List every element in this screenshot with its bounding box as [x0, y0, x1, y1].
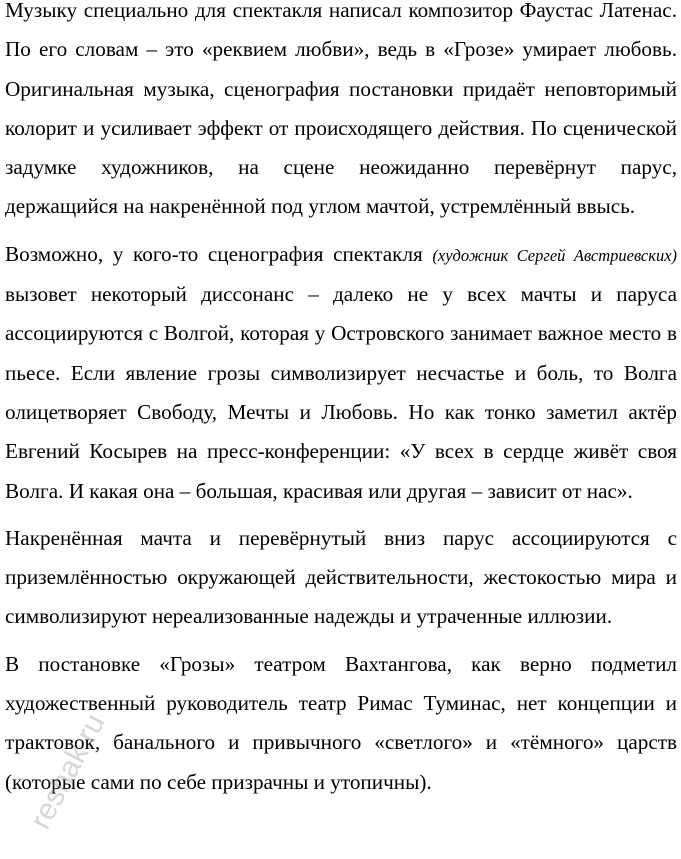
paragraph-music: Музыку специально для спектакля написал композитор Фаустас Латенас. По его словам – это «реквием любви», ведь в «Грозе» умирает любовь. Оригинальная музыка, сценография постановки придаёт неповторимый колорит и усиливает эффект от происходящего действия. По сценической задумке художников, на сцене неожиданно перевёрнут парус, держащийся на накренённой под углом мачтой, устремлённый ввысь. — [5, 0, 677, 219]
watermark-text: reshak.ru — [23, 708, 112, 835]
document-page — [5, 0, 677, 802]
paragraph-scenography-end: вызовет некоторый диссонанс – далеко не у всех мачты и паруса ассоциируются с Волгой, которая у Островского занимает важное место в пьесе. Если явление грозы символизирует несчастье и боль, то Волга олицетворяет Свободу, Мечты и Любовь. Но как тонко заметил актёр Евгений Косырев на пресс-конференции: «У всех в сердце живёт своя Волга. И какая она – большая, красивая или другая – зависит от нас». — [5, 282, 677, 503]
paragraph-production: В постановке «Грозы» театром Вахтангова, как верно подметил художественный руководитель театр Римас Туминас, нет концепции и трактовок, банального и привычного «светлого» и «тёмного» царств (которые сами по себе призрачны и утопичны). — [5, 651, 677, 794]
paragraph-mast: Накренённая мачта и перевёрнутый вниз парус ассоциируются с приземлённостью окружающей действительности, жестокостью мира и символизируют нереализованные надежды и утраченные иллюзии. — [5, 525, 677, 629]
paragraph-scenography — [5, 235, 677, 511]
artist-credit: (художник Сергей Австриевских) — [432, 245, 678, 265]
paragraph-scenography-start: Возможно, у кого-то сценография спектакля — [5, 241, 433, 266]
